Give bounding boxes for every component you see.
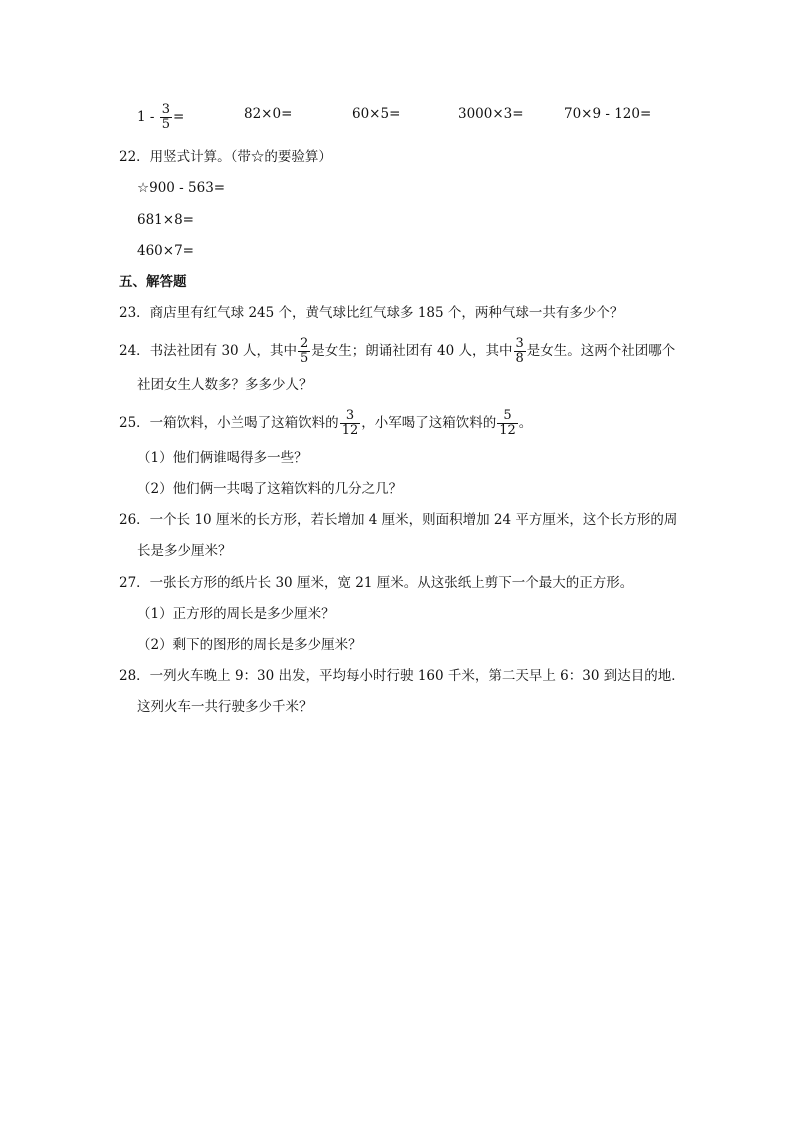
q22-item-1: ☆900 - 563= — [137, 180, 226, 196]
calc-item-5: 70×9 - 120= — [564, 106, 652, 122]
fraction-denominator: 12 — [499, 423, 516, 438]
q25-text-1: 25．一箱饮料，小兰喝了这箱饮料的 — [119, 415, 339, 431]
question-22-title: 22．用竖式计算。（带☆的要验算） — [119, 149, 332, 165]
question-23: 23．商店里有红气球 245 个，黄气球比红气球多 185 个，两种气球一共有多少个？ — [119, 305, 624, 321]
fraction — [160, 103, 172, 132]
question-24-line-1 — [119, 334, 675, 368]
fraction-numerator: 5 — [497, 409, 518, 424]
fraction-numerator: 3 — [340, 409, 361, 424]
fraction-denominator: 5 — [161, 117, 171, 132]
fraction — [514, 337, 526, 366]
fraction-numerator: 3 — [161, 102, 171, 117]
question-25-line-1 — [119, 406, 532, 440]
calc-item-2: 82×0= — [244, 106, 293, 122]
fraction-denominator: 12 — [341, 423, 359, 438]
q24-text-2: 是女生；朗诵社团有 40 人，其中 — [311, 343, 513, 359]
fraction-denominator: 8 — [515, 351, 524, 366]
calc-item-4: 3000×3= — [458, 106, 524, 122]
q24-text-1: 24．书法社团有 30 人，其中 — [119, 343, 297, 359]
calc-1-prefix: 1 - — [137, 109, 155, 125]
question-24-line-2: 社团女生人数多？多多少人？ — [137, 377, 313, 393]
q25-text-2: ，小军喝了这箱饮料的 — [361, 415, 497, 431]
question-27-line-1: 27．一张长方形的纸片长 30 厘米，宽 21 厘米。从这张纸上剪下一个最大的正方形。 — [119, 575, 634, 591]
question-26-line-1: 26．一个长 10 厘米的长方形，若长增加 4 厘米，则面积增加 24 平方厘米，这个长方形的周 — [119, 512, 678, 528]
q22-item-3: 460×7= — [137, 243, 194, 259]
fraction — [497, 409, 518, 438]
calc-1-suffix: = — [173, 109, 185, 125]
q27-sub-1: （1）正方形的周长是多少厘米？ — [137, 606, 335, 622]
fraction-denominator: 5 — [299, 351, 309, 366]
calc-item-1 — [137, 103, 184, 132]
q22-item-2: 681×8= — [137, 212, 194, 228]
q25-text-3: 。 — [518, 415, 533, 431]
calc-item-3: 60×5= — [352, 106, 401, 122]
q25-sub-1: （1）他们俩谁喝得多一些？ — [137, 450, 308, 466]
question-28-line-1: 28．一列火车晚上 9：30 出发，平均每小时行驶 160 千米，第二天早上 6：30 到达目的地． — [119, 668, 685, 684]
fraction — [298, 337, 310, 366]
q25-sub-2: （2）他们俩一共喝了这箱饮料的几分之几？ — [137, 481, 403, 497]
question-26-line-2: 长是多少厘米？ — [137, 543, 232, 559]
q24-text-3: 是女生。这两个社团哪个 — [526, 343, 676, 359]
q27-sub-2: （2）剩下的图形的周长是多少厘米？ — [137, 637, 362, 653]
fraction-numerator: 3 — [515, 336, 524, 351]
fraction — [340, 409, 361, 438]
fraction-numerator: 2 — [299, 336, 309, 351]
question-28-line-2: 这列火车一共行驶多少千米？ — [137, 699, 313, 715]
section-title: 五、解答题 — [119, 274, 187, 290]
